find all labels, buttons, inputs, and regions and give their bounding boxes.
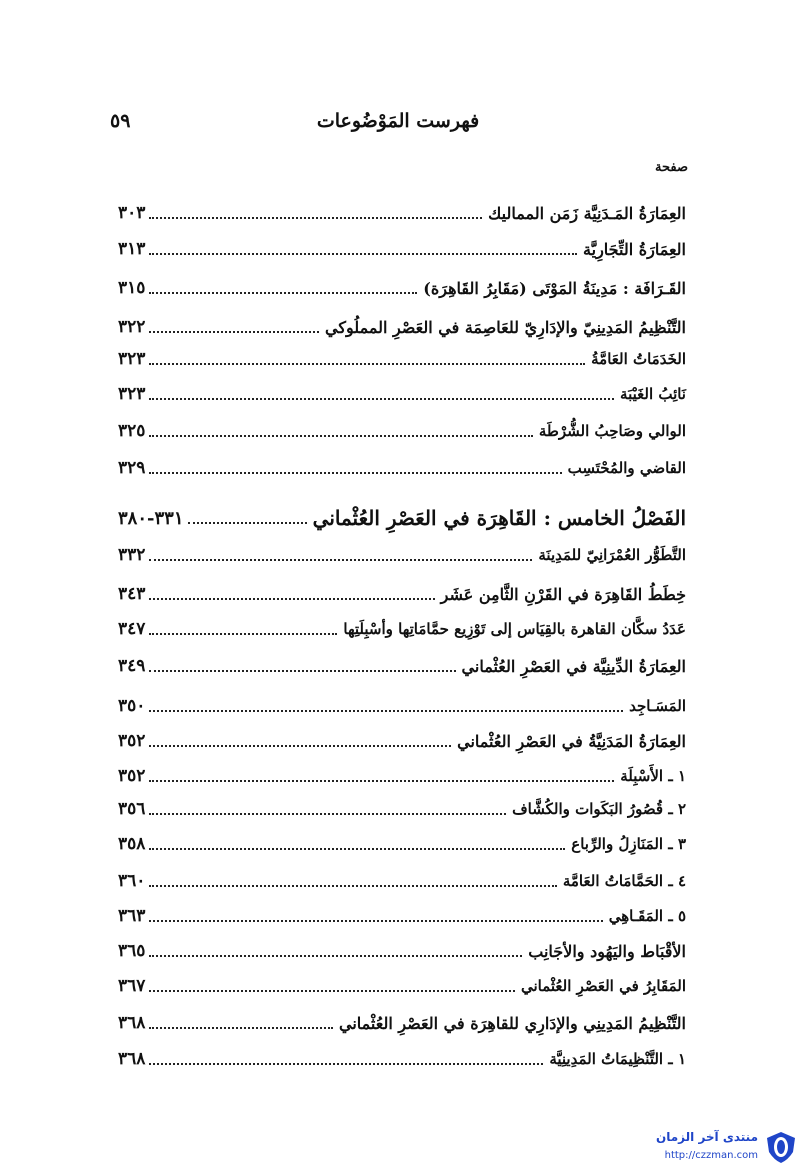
entry-title: نَائِبُ الغَيْبَة bbox=[620, 385, 686, 403]
entry-page-number: ٣٦٨ bbox=[118, 1049, 146, 1069]
dot-leader bbox=[149, 292, 417, 294]
entry-page-number: ٣٤٣ bbox=[118, 584, 146, 604]
entry-page-number: ٣٢٥ bbox=[118, 421, 146, 441]
entry-title: الفَصْلُ الخامس : القَاهِرَة في العَصْرِ العُثْماني bbox=[312, 506, 686, 530]
toc-entry bbox=[118, 378, 686, 410]
entry-page-number: ٣٦٧ bbox=[118, 976, 146, 996]
entry-page-number: ٣٦٨ bbox=[118, 1013, 146, 1033]
dot-leader bbox=[149, 813, 506, 815]
entry-page-number: ٣٢٣ bbox=[118, 384, 146, 404]
dot-leader bbox=[149, 955, 522, 957]
entry-title: العِمَارَةُ الدِّينِيَّة في العَصْرِ العُثْماني bbox=[461, 656, 686, 676]
entry-title: التَّنْظِيمُ المَدِينِيّ والإدَارِيّ للعَاصِمَة في العَصْرِ المملُوكي bbox=[325, 317, 686, 337]
running-title: فهرست المَوْضُوعات bbox=[316, 110, 480, 132]
dot-leader bbox=[149, 1063, 543, 1065]
toc-entry bbox=[118, 650, 686, 682]
chapter-heading-row bbox=[118, 502, 686, 534]
dot-leader bbox=[149, 780, 614, 782]
entry-title: التَّنْظِيمُ المَدِينِي والإدَارِي للقاهِرَة في العَصْرِ العُثْماني bbox=[339, 1013, 686, 1033]
toc-entry bbox=[118, 272, 686, 304]
toc-entry bbox=[118, 690, 686, 722]
entry-title: ١ ـ التَّنْظِيمَاتُ المَدِينِيَّة bbox=[549, 1050, 686, 1068]
toc-entry bbox=[118, 613, 686, 645]
entry-page-number: ٣٥٦ bbox=[118, 799, 146, 819]
dot-leader bbox=[149, 633, 337, 635]
entry-page-number: ٣٥٢ bbox=[118, 766, 146, 786]
dot-leader bbox=[149, 745, 451, 747]
entry-page-number: ٣٦٠ bbox=[118, 871, 146, 891]
entry-title: القاضي والمُحْتَسِب bbox=[567, 459, 686, 477]
toc-entry bbox=[118, 828, 686, 860]
entry-title: ٤ ـ الحَمَّامَاتُ العَامَّة bbox=[562, 872, 686, 890]
dot-leader bbox=[149, 253, 577, 255]
entry-title: ١ ـ الأَسْبِلَة bbox=[620, 767, 686, 785]
entry-title: الوالي وصَاحِبُ الشُّرْطَة bbox=[538, 422, 686, 440]
entry-title: ٥ ـ المَقَـاهِي bbox=[608, 907, 686, 925]
watermark-site-name: منتدى آخر الزمان bbox=[656, 1130, 758, 1144]
entry-title: المَسَـاجِد bbox=[629, 697, 686, 715]
entry-page-number: ٣٤٧ bbox=[118, 619, 146, 639]
toc-entry bbox=[118, 311, 686, 343]
dot-leader bbox=[149, 710, 623, 712]
toc-entry bbox=[118, 760, 686, 792]
dot-leader bbox=[149, 398, 614, 400]
dot-leader bbox=[149, 559, 532, 561]
entry-page-number: ٣٥٠ bbox=[118, 696, 146, 716]
dot-leader bbox=[149, 885, 556, 887]
dot-leader bbox=[149, 331, 319, 333]
entry-title: العِمَارَةُ المَـدَنِيَّة زَمَن المماليك bbox=[488, 203, 686, 223]
toc-entry bbox=[118, 452, 686, 484]
dot-leader bbox=[149, 848, 565, 850]
toc-entry bbox=[118, 415, 686, 447]
dot-leader bbox=[149, 598, 434, 600]
dot-leader bbox=[149, 217, 482, 219]
entry-title: خِطَطُ القَاهِرَة في القَرْنِ الثَّامِن عَشَر bbox=[440, 584, 686, 604]
toc-entry bbox=[118, 343, 686, 375]
toc-entry bbox=[118, 793, 686, 825]
dot-leader bbox=[149, 990, 515, 992]
entry-title: العِمَارَةُ التِّجَارِيَّة bbox=[583, 239, 686, 259]
dot-leader bbox=[188, 522, 307, 524]
toc-entry bbox=[118, 865, 686, 897]
page-number: ٥٩ bbox=[110, 110, 131, 132]
dot-leader bbox=[149, 920, 602, 922]
entry-title: ٢ ـ قُصُورُ البَكَوات والكُشَّاف bbox=[512, 800, 686, 818]
entry-page-number: ٣٤٩ bbox=[118, 656, 146, 676]
entry-title: الخَدَمَاتُ العَامَّةُ bbox=[591, 350, 686, 368]
entry-title: التَّطَوُّر العُمْرَانِيّ للمَدِينَة bbox=[538, 546, 686, 564]
toc-entry bbox=[118, 578, 686, 610]
entry-title: عَدَدُ سكَّان القاهرة بالقِيَاس إلى تَوْزِيع حمَّامَاتِها وأسْبِلَتِها bbox=[343, 620, 686, 638]
entry-title: ٣ ـ المَنَازِلُ والرِّباع bbox=[571, 835, 686, 853]
entry-title: المَقَابِرُ في العَصْرِ العُثْماني bbox=[520, 977, 686, 995]
entry-page-number: ٣١٥ bbox=[118, 278, 146, 298]
toc-entry bbox=[118, 725, 686, 757]
toc-entry bbox=[118, 539, 686, 571]
toc-entry bbox=[118, 1007, 686, 1039]
entry-page-number: ٣٠٣ bbox=[118, 203, 146, 223]
entry-page-number: ٣٥٨ bbox=[118, 834, 146, 854]
dot-leader bbox=[149, 363, 585, 365]
entry-page-number: ٣٣١-٣٨٠ bbox=[118, 507, 184, 529]
toc-entry bbox=[118, 1043, 686, 1075]
watermark bbox=[628, 1128, 798, 1168]
toc-entry bbox=[118, 900, 686, 932]
entry-page-number: ٣٣٢ bbox=[118, 545, 146, 565]
entry-title: العِمَارَةُ المَدَنِيَّةُ في العَصْرِ العُثْماني bbox=[457, 731, 686, 751]
entry-page-number: ٣٢٣ bbox=[118, 349, 146, 369]
entry-title: الأقْبَاط واليَهُود والأجَانِب bbox=[528, 941, 686, 961]
toc-entry bbox=[118, 197, 686, 229]
toc-entry bbox=[118, 233, 686, 265]
dot-leader bbox=[149, 670, 455, 672]
toc-entry bbox=[118, 970, 686, 1002]
page-column-label: صفحة bbox=[655, 160, 688, 175]
entry-page-number: ٣٦٣ bbox=[118, 906, 146, 926]
toc-entry bbox=[118, 935, 686, 967]
entry-page-number: ٣٦٥ bbox=[118, 941, 146, 961]
watermark-url: http://czzman.com bbox=[664, 1150, 758, 1161]
dot-leader bbox=[149, 1027, 333, 1029]
dot-leader bbox=[149, 472, 561, 474]
entry-title: القَـرَافَة : مَدِينَةُ المَوْتَى (مَقَابِرُ القَاهِرَة) bbox=[423, 278, 686, 298]
dot-leader bbox=[149, 435, 532, 437]
entry-page-number: ٣٥٢ bbox=[118, 731, 146, 751]
entry-page-number: ٣٢٢ bbox=[118, 317, 146, 337]
entry-page-number: ٣٢٩ bbox=[118, 458, 146, 478]
shield-icon bbox=[764, 1130, 798, 1164]
entry-page-number: ٣١٣ bbox=[118, 239, 146, 259]
